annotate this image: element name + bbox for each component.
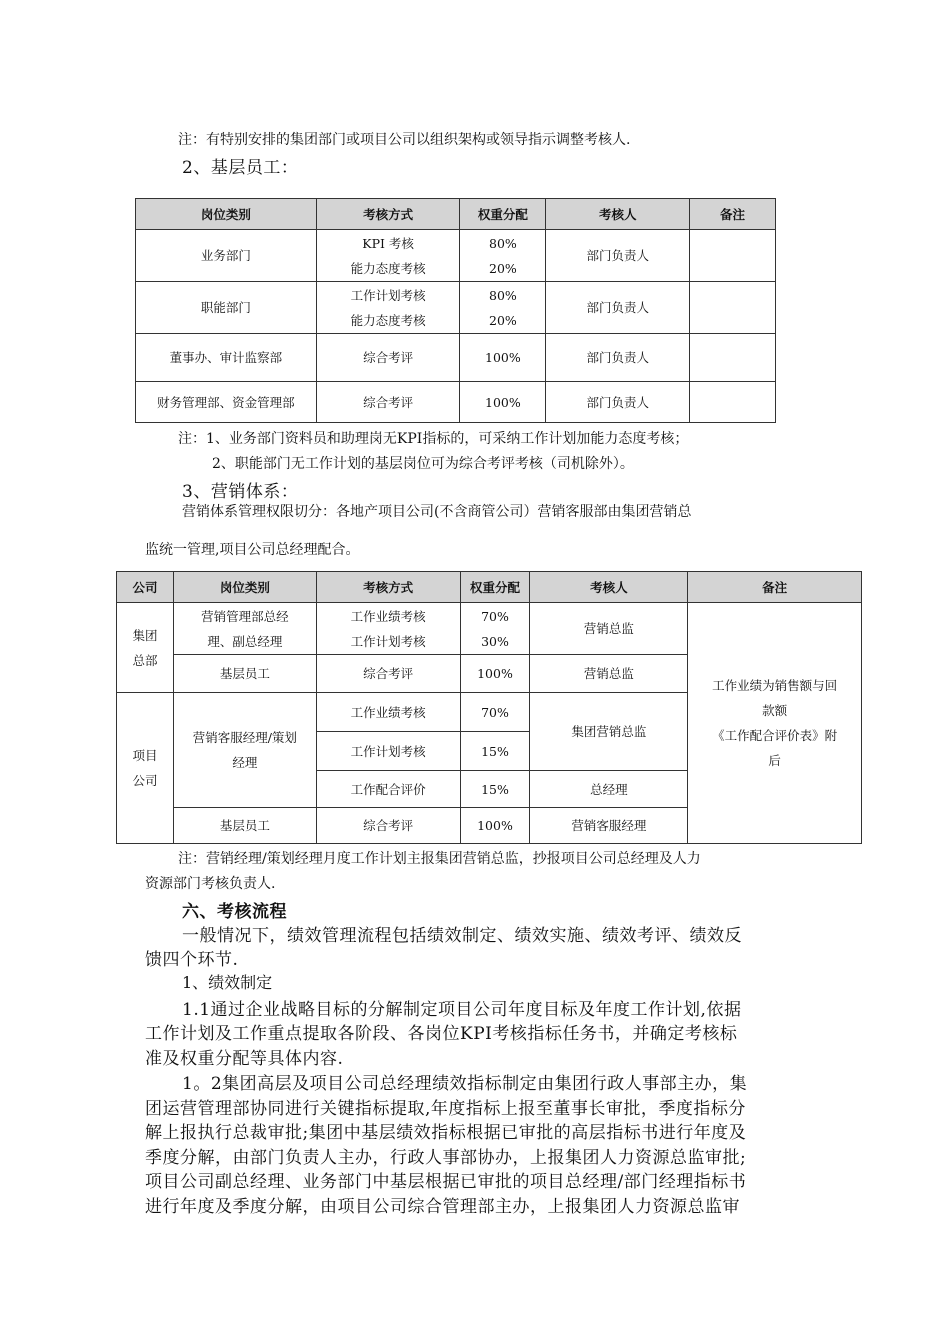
assessor-cell: 营销总监 [530,655,688,693]
table-row [136,382,776,423]
marketing-paragraph-1: 营销体系管理权限切分：各地产项目公司(不含商管公司）营销客服部由集团营销总 [182,504,692,520]
weight-cell: 15% [460,732,530,771]
subheading: 1、绩效制定 [182,973,273,992]
assessor-cell: 营销客服经理 [530,808,688,844]
table-header-row [117,572,862,603]
basic-staff-table [135,198,776,423]
weight-cell: 100% [460,808,530,844]
category-cell: 董事办、审计监察部 [136,334,317,382]
table-row [136,282,776,334]
paragraph-line: 馈四个环节. [145,950,239,970]
paragraph-line: 项目公司副总经理、业务部门中基层根据已审批的项目总经理/部门经理指标书 [145,1172,747,1192]
category-cell: 营销客服经理/策划 经理 [173,693,316,808]
header-method: 考核方式 [316,572,460,603]
table2-note-1: 注：营销经理/策划经理月度工作计划主报集团营销总监，抄报项目公司总经理及人力 [178,851,701,867]
method-cell: 综合考评 [316,655,460,693]
heading-marketing: 3、营销体系： [182,482,299,502]
header-category: 岗位类别 [173,572,316,603]
table-row [136,230,776,282]
table-row [136,334,776,382]
assessor-cell: 部门负责人 [546,282,690,334]
weight-cell: 100% [460,655,530,693]
remark-cell [690,382,776,423]
marketing-paragraph-2: 监统一管理,项目公司总经理配合。 [145,542,360,558]
table-header-row [136,199,776,230]
note-top: 注：有特别安排的集团部门或项目公司以组织架构或领导指示调整考核人. [178,132,631,148]
remark-cell: 工作业绩为销售额与回 款额 《工作配合评价表》附 后 [688,603,862,844]
header-category: 岗位类别 [136,199,317,230]
weight-cell: 70% [460,693,530,732]
method-cell: 综合考评 [316,334,460,382]
weight-cell: 80% 20% [460,230,546,282]
paragraph-line: 1.1通过企业战略目标的分解制定项目公司年度目标及年度工作计划,依据 [182,1000,742,1020]
remark-cell [690,230,776,282]
header-weight: 权重分配 [460,572,530,603]
table2-note-2: 资源部门考核负责人. [145,876,276,892]
header-company: 公司 [117,572,174,603]
assessor-cell: 集团营销总监 [530,693,688,771]
paragraph-line: 进行年度及季度分解，由项目公司综合管理部主办，上报集团人力资源总监审 [145,1197,740,1217]
weight-cell: 70% 30% [460,603,530,655]
assessor-cell: 总经理 [530,771,688,808]
method-cell: 工作配合评价 [316,771,460,808]
table1-note-1: 注：1、业务部门资料员和助理岗无KPI指标的，可采纳工作计划加能力态度考核； [178,431,689,447]
header-assessor: 考核人 [546,199,690,230]
weight-cell: 100% [460,382,546,423]
method-cell: 综合考评 [316,808,460,844]
method-cell: 工作业绩考核 工作计划考核 [316,603,460,655]
assessor-cell: 部门负责人 [546,382,690,423]
paragraph-line: 一般情况下，绩效管理流程包括绩效制定、绩效实施、绩效考评、绩效反 [182,926,742,946]
section-heading: 六、考核流程 [182,902,287,922]
company-cell-project: 项目 公司 [117,693,174,844]
paragraph-line: 准及权重分配等具体内容. [145,1049,344,1069]
method-cell: KPI 考核 能力态度考核 [316,230,460,282]
weight-cell: 80% 20% [460,282,546,334]
category-cell: 基层员工 [173,655,316,693]
category-cell: 业务部门 [136,230,317,282]
marketing-table [116,571,862,844]
method-cell: 工作计划考核 能力态度考核 [316,282,460,334]
method-cell: 综合考评 [316,382,460,423]
method-cell: 工作业绩考核 [316,693,460,732]
method-cell: 工作计划考核 [316,732,460,771]
weight-cell: 15% [460,771,530,808]
company-cell-hq: 集团 总部 [117,603,174,693]
category-cell: 营销管理部总经 理、副总经理 [173,603,316,655]
header-assessor: 考核人 [530,572,688,603]
header-remark: 备注 [688,572,862,603]
heading-basic-staff: 2、基层员工： [182,158,299,178]
header-method: 考核方式 [316,199,460,230]
category-cell: 财务管理部、资金管理部 [136,382,317,423]
assessor-cell: 部门负责人 [546,230,690,282]
table-row [117,603,862,655]
header-remark: 备注 [690,199,776,230]
paragraph-line: 团运营管理部协同进行关键指标提取,年度指标上报至董事长审批，季度指标分 [145,1099,746,1119]
category-cell: 职能部门 [136,282,317,334]
weight-cell: 100% [460,334,546,382]
paragraph-line: 季度分解，由部门负责人主办，行政人事部协办，上报集团人力资源总监审批; [145,1148,747,1168]
assessor-cell: 营销总监 [530,603,688,655]
assessor-cell: 部门负责人 [546,334,690,382]
paragraph-line: 1。2集团高层及项目公司总经理绩效指标制定由集团行政人事部主办，集 [182,1074,748,1094]
table1-note-2: 2、职能部门无工作计划的基层岗位可为综合考评考核（司机除外）。 [212,456,634,472]
remark-cell [690,282,776,334]
remark-cell [690,334,776,382]
paragraph-line: 解上报执行总裁审批;集团中基层绩效指标根据已审批的高层指标书进行年度及 [145,1123,747,1143]
paragraph-line: 工作计划及工作重点提取各阶段、各岗位KPI考核指标任务书，并确定考核标 [145,1024,738,1044]
header-weight: 权重分配 [460,199,546,230]
category-cell: 基层员工 [173,808,316,844]
